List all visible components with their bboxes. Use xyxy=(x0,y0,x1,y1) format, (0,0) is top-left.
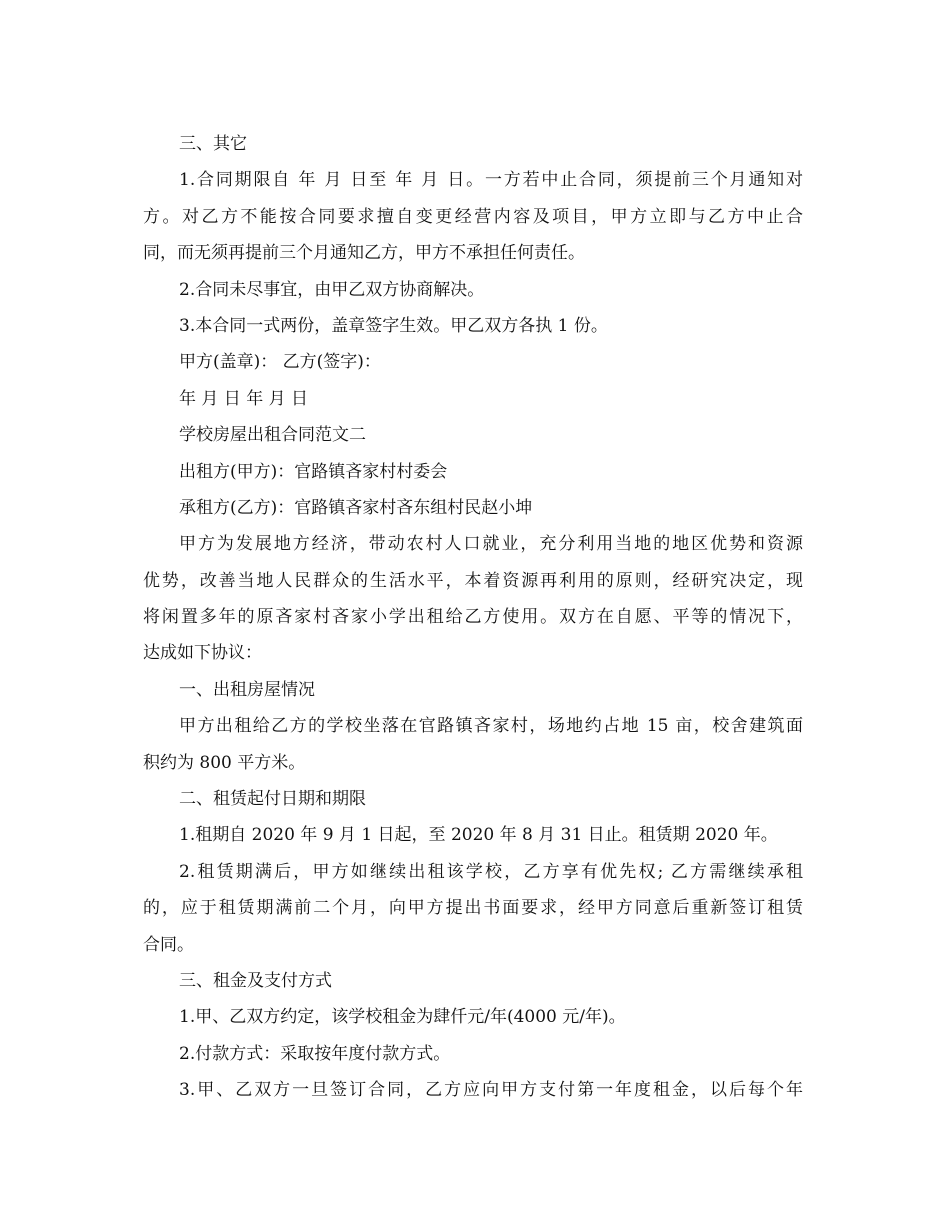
paragraph-line: 2.租赁期满后，甲方如继续出租该学校，乙方享有优先权; 乙方需继续承租 xyxy=(179,861,803,882)
paragraph-line: 达成如下协议： xyxy=(143,643,262,664)
document-body xyxy=(143,126,803,1109)
paragraph-line: 甲方出租给乙方的学校坐落在官路镇吝家村，场地约占地 15 亩，校舍建筑面 xyxy=(179,716,803,737)
paragraph-line: 优势，改善当地人民群众的生活水平，本着资源再利用的原则，经研究决定，现 xyxy=(143,570,803,591)
section-heading-rent: 三、租金及支付方式 xyxy=(179,970,332,991)
paragraph-line: 2.合同未尽事宜，由甲乙双方协商解决。 xyxy=(179,279,485,300)
paragraph-line: 甲方为发展地方经济，带动农村人口就业，充分利用当地的地区优势和资源 xyxy=(179,534,803,555)
paragraph-line: 1.租期自 2020 年 9 月 1 日起，至 2020 年 8 月 31 日止。租赁期 2020 年。 xyxy=(179,825,778,846)
lessee-line: 承租方(乙方)：官路镇吝家村吝东组村民赵小坤 xyxy=(179,497,533,518)
section-heading-other: 三、其它 xyxy=(179,134,247,154)
date-line: 年 月 日 年 月 日 xyxy=(179,388,309,409)
section-heading-property: 一、出租房屋情况 xyxy=(179,679,315,700)
paragraph-line: 方。对乙方不能按合同要求擅自变更经营内容及项目，甲方立即与乙方中止合 xyxy=(143,206,803,227)
paragraph-line: 积约为 800 平方米。 xyxy=(143,752,306,773)
paragraph-line: 1.合同期限自 年 月 日至 年 月 日。一方若中止合同，须提前三个月通知对 xyxy=(179,170,803,191)
signature-label-line: 甲方(盖章)： 乙方(签字)： xyxy=(179,352,381,373)
section-heading-term: 二、租赁起付日期和期限 xyxy=(179,789,366,810)
paragraph-line: 的，应于租赁期满前二个月，向甲方提出书面要求，经甲方同意后重新签订租赁 xyxy=(143,898,803,919)
paragraph-line: 3.本合同一式两份，盖章签字生效。甲乙双方各执 1 份。 xyxy=(179,315,608,336)
paragraph-line: 合同。 xyxy=(143,934,194,955)
paragraph-line: 1.甲、乙双方约定，该学校租金为肆仟元/年(4000 元/年)。 xyxy=(179,1007,626,1028)
paragraph-line: 将闲置多年的原吝家村吝家小学出租给乙方使用。双方在自愿、平等的情况下， xyxy=(143,607,803,628)
lessor-line: 出租方(甲方)：官路镇吝家村村委会 xyxy=(179,461,448,482)
paragraph-line: 同，而无须再提前三个月通知乙方，甲方不承担任何责任。 xyxy=(143,243,585,264)
paragraph-line: 3.甲、乙双方一旦签订合同，乙方应向甲方支付第一年度租金，以后每个年 xyxy=(179,1080,803,1101)
document-subtitle: 学校房屋出租合同范文二 xyxy=(179,425,366,446)
paragraph-line: 2.付款方式：采取按年度付款方式。 xyxy=(179,1043,451,1064)
